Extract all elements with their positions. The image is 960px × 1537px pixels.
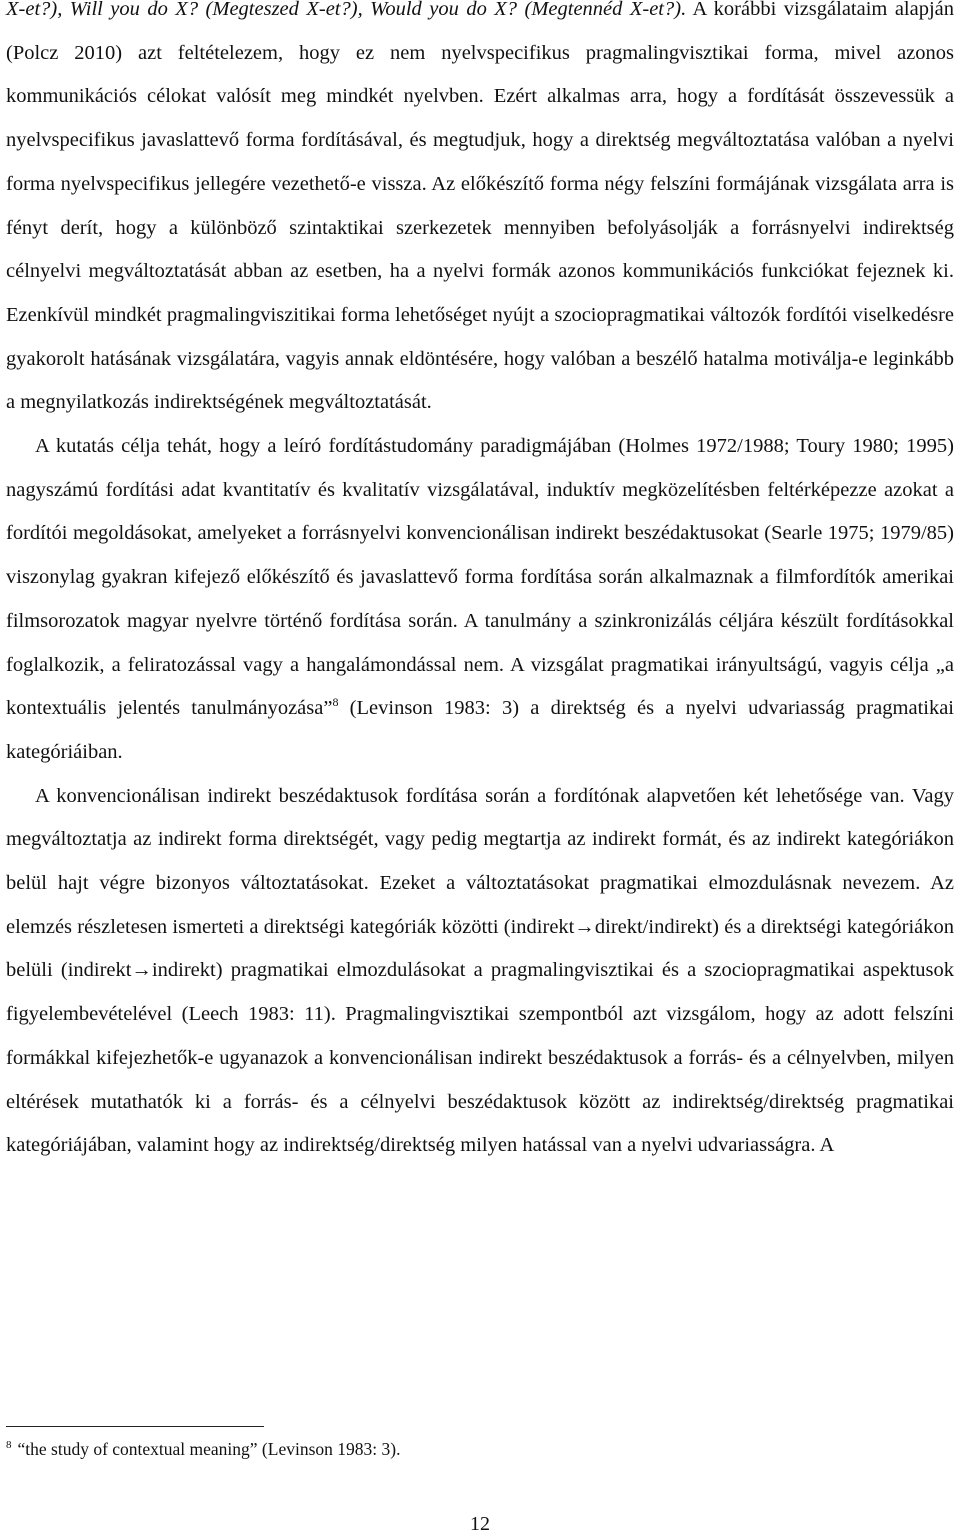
paragraph-1-italic-lead: X-et?), Will you do X? (Megteszed X-et?), Would you do X? (Megtennéd X-et?). — [6, 0, 687, 20]
paragraph-2-body: A kutatás célja tehát, hogy a leíró fordítástudomány paradigmájában (Holmes 1972/1988; Toury 1980; 1995) nagyszámú fordítási adat kvantitatív és kvalitatív vizsgálatával, induktív megközelítésben feltérképezze azokat a fordítói megoldásokat, amelyeket a forrásnyelvi konvencionálisan indirekt beszédaktusokat (Searle 1975; 1979/85) viszonylag gyakran kifejező előkészítő és javaslattevő forma fordítása során alkalmaznak a filmfordítók amerikai filmsorozatok magyar nyelvre történő fordítása során. A tanulmány a szinkronizálás céljára készült fordításokkal foglalkozik, a feliratozással vagy a hangalámondással nem. A vizsgálat pragmatikai irányultságú, vagyis célja „a kontextuális jelentés tanulmányozása” — [6, 435, 954, 720]
footnote-text: “the study of contextual meaning” (Levinson 1983: 3). — [17, 1439, 401, 1459]
footnote — [6, 1438, 400, 1460]
footnote-mark: 8 — [6, 1439, 12, 1452]
paragraph-3: A konvencionálisan indirekt beszédaktusok fordítása során a fordítónak alapvetően két lehetősége van. Vagy megváltoztatja az indirekt forma direktségét, vagy pedig megtartja az indirekt formát, és az indirekt kategóriákon belül hajt végre bizonyos változtatásokat. Ezeket a változtatásokat pragmatikai elmozdulásnak nevezem. Az elemzés részletesen ismerteti a direktségi kategóriák közötti (indirekt→direkt/indirekt) és a direktségi kategóriákon belüli (indirekt→indirekt) pragmatikai elmozdulásokat a pragmalingvisztikai és a szociopragmatikai aspektusok figyelembevételével (Leech 1983: 11). Pragmalingvisztikai szempontból azt vizsgálom, hogy az adott felszíni formákkal kifejezhetők-e ugyanazok a konvencionálisan indirekt beszédaktusok a forrás- és a célnyelvben, milyen eltérések mutathatók ki a forrás- és a célnyelvi beszédaktusok között az indirektség/direktség pragmatikai kategóriájában, valamint hogy az indirektség/direktség milyen hatással van a nyelvi udvariasságra. A — [6, 784, 954, 1157]
paragraph-2-tail: (Levinson 1983: 3) a direktség és a nyelvi udvariasság pragmatikai kategóriáiban. — [6, 697, 955, 763]
paragraph-1-body: A korábbi vizsgálataim alapján (Polcz 2010) azt feltételezem, hogy ez nem nyelvspecifikus pragmalingvisztikai forma, mivel azonos kommunikációs célokat valósít meg mindkét nyelvben. Ezért alkalmas arra, hogy a fordítását összevessük a nyelvspecifikus javaslattevő forma fordításával, és megtudjuk, hogy a direktség megváltoztatása valóban a nyelvi forma nyelvspecifikus jellegére vezethető-e vissza. Az előkészítő forma négy felszíni formájának vizsgálata arra is fényt derít, hogy a különböző szintaktikai szerkezetek mennyiben befolyásolják a forrásnyelvi indirektség célnyelvi megváltoztatását abban az esetben, ha a nyelvi formák azonos kommunikációs funkciókat fejeznek ki. Ezenkívül mindkét pragmalingviszitikai forma lehetőséget nyújt a szociopragmatikai változók fordítói viselkedésre gyakorolt hatásának vizsgálatára, vagyis annak eldöntésére, hogy valóban a beszélő hatalma motiválja-e leginkább a megnyilatkozás indirektségének megváltoztatását. — [6, 0, 955, 414]
page-number: 12 — [470, 1513, 490, 1535]
footnote-reference-mark[interactable]: 8 — [332, 695, 339, 710]
footnote-divider — [6, 1426, 264, 1427]
document-page — [6, 0, 954, 1168]
paragraph-2 — [6, 425, 954, 775]
paragraph-1 — [6, 0, 954, 425]
